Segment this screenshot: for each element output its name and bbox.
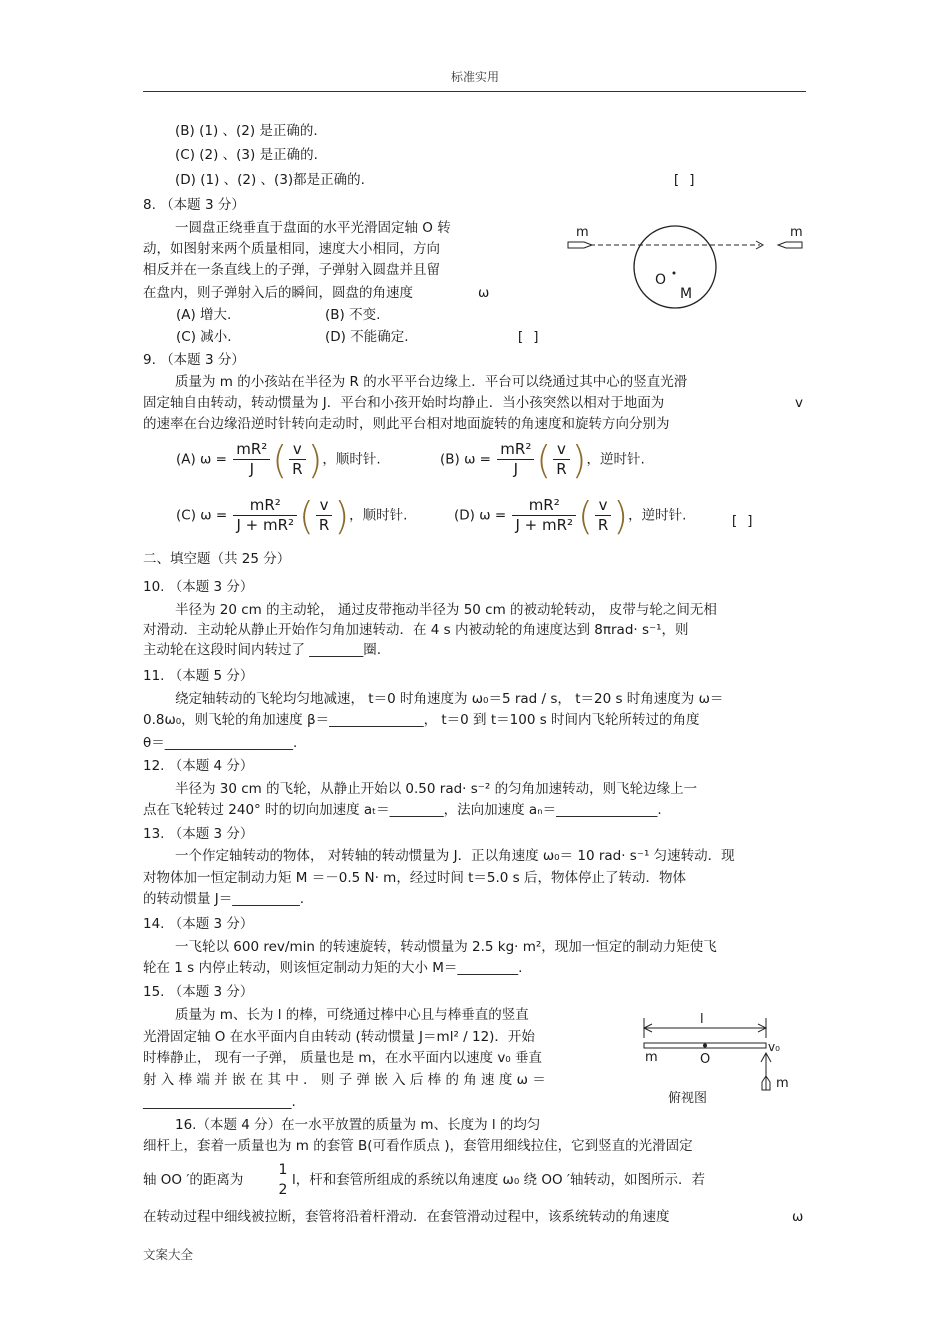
q16-fden: 2 <box>278 1182 288 1198</box>
q9-line-2-v: v <box>795 395 803 411</box>
q9-a-tail: ，顺时针. <box>322 451 381 468</box>
rod-center-dot <box>703 1044 707 1048</box>
right-bullet-icon <box>778 242 802 248</box>
q8-fig-m-left: m <box>576 225 589 240</box>
q9-title: 9. （本题 3 分） <box>143 352 245 368</box>
q9-d-vfrac: $\frac{v}{R}$ <box>595 496 611 535</box>
q8-option-a: (A) 增大. <box>176 307 232 323</box>
q8-line-3: 相反并在一条直线上的子弹，子弹射入圆盘并且留 <box>143 262 440 278</box>
q15-line-1: 质量为 m、长为 l 的棒，可绕通过棒中心且与棒垂直的竖直 <box>175 1007 529 1023</box>
q8-line-1: 一圆盘正绕垂直于盘面的水平光滑固定轴 O 转 <box>175 220 451 236</box>
q16-line-2: 细杆上，套着一质量也为 m 的套管 B(可看作质点 )，套管用细线拉住，它到竖直的光滑固定 <box>143 1138 693 1154</box>
q9-c-fraction: $\frac{\text{mR²}}{\text{J + mR²}}$ <box>233 496 297 535</box>
q7-option-d: (D) (1) 、(2) 、(3)都是正确的. <box>175 172 365 188</box>
q16-line-3a: 轴 OO ′的距离为 <box>143 1172 244 1188</box>
q9-a-vfrac: $\frac{v}{R}$ <box>289 440 305 479</box>
q7-option-b: (B) (1) 、(2) 是正确的. <box>175 123 318 139</box>
q9-option-c: (C) ω = $\frac{\text{mR²}}{\text{J + mR²}}$ ( $\frac{v}{R}$ )，顺时针. <box>176 493 408 538</box>
q9-b-tail: ，逆时针. <box>586 451 645 468</box>
q15-fig-caption: 俯视图 <box>668 1091 708 1106</box>
q8-fig-O: O <box>655 272 667 288</box>
q15-line-3: 时棒静止， 现有一子弹， 质量也是 m，在水平面内以速度 v₀ 垂直 <box>143 1050 543 1066</box>
q15-title: 15. （本题 3 分） <box>143 984 254 1000</box>
q9-c-vfrac: $\frac{v}{R}$ <box>316 496 332 535</box>
q14-line-2: 轮在 1 s 内停止转动，则该恒定制动力矩的大小 M＝_________. <box>143 960 523 976</box>
q9-b-fraction: $\frac{\text{mR²}}{J}$ <box>497 440 534 479</box>
q12-line-1: 半径为 30 cm 的飞轮，从静止开始以 0.50 rad· s⁻² 的匀角加速转动，则飞轮边缘上一 <box>175 781 698 797</box>
q14-title: 14. （本题 3 分） <box>143 916 254 932</box>
q10-line-3: 主动轮在这段时间内转过了 ________圈. <box>143 642 382 658</box>
q9-a-fraction <box>233 440 270 479</box>
q9-b-label: (B) ω = <box>440 451 491 468</box>
q9-a-num: mR² <box>233 440 270 460</box>
q11-line-2: 0.8ω₀，则飞轮的角加速度 β＝______________， t＝0 到 t＝100 s 时间内飞轮所转过的角度 <box>143 712 700 728</box>
q15-rod-figure <box>638 1012 788 1102</box>
q16-line-3b: l，杆和套管所组成的系统以角速度 ω₀ 绕 OO ′轴转动，如图所示．若 <box>292 1172 705 1188</box>
section-2-title: 二、填空题（共 25 分） <box>143 551 291 567</box>
center-dot <box>673 272 676 275</box>
q9-option-d: (D) ω = $\frac{\text{mR²}}{\text{J + mR²}}$ ( $\frac{v}{R}$ )，逆时针. <box>454 493 687 538</box>
q7-answer-bracket: [ ] <box>672 172 697 188</box>
q10-title: 10. （本题 3 分） <box>143 579 254 595</box>
q9-option-b: (B) ω = $\frac{\text{mR²}}{J}$ ( $\frac{v}{R}$ )，逆时针. <box>440 437 645 482</box>
q15-fig-m-left: m <box>645 1050 658 1065</box>
q15-fig-l: l <box>700 1012 704 1027</box>
q8-option-c: (C) 减小. <box>176 329 232 345</box>
q16-half-fraction <box>276 1160 290 1200</box>
q13-line-3: 的转动惯量 J＝__________. <box>143 891 305 907</box>
q10-line-2: 对滑动．主动轮从静止开始作匀角加速转动．在 4 s 内被动轮的角速度达到 8πrad· s⁻¹，则 <box>143 622 689 638</box>
q16-line-1: 16.（本题 4 分）在一水平放置的质量为 m、长度为 l 的均匀 <box>175 1117 541 1133</box>
left-bullet-icon <box>568 242 592 248</box>
q13-line-1: 一个作定轴转动的物体， 对转轴的转动惯量为 J．正以角速度 ω₀＝ 10 rad· s⁻¹ 匀速转动．现 <box>175 848 735 864</box>
page-footer: 文案大全 <box>143 1247 194 1262</box>
q8-title: 8. （本题 3 分） <box>143 197 245 213</box>
header-rule <box>143 91 806 92</box>
q11-title: 11. （本题 5 分） <box>143 668 254 684</box>
q12-line-2: 点在飞轮转过 240° 时的切向加速度 aₜ＝________，法向加速度 aₙ＝_______________. <box>143 802 662 818</box>
q15-fig-v0: v₀ <box>768 1040 780 1054</box>
q7-option-c: (C) (2) 、(3) 是正确的. <box>175 147 318 163</box>
q8-omega: ω <box>478 285 490 301</box>
q13-title: 13. （本题 3 分） <box>143 826 254 842</box>
q11-line-3: θ＝___________________. <box>143 735 298 751</box>
q15-line-4: 射 入 棒 端 并 嵌 在 其 中 ． 则 子 弹 嵌 入 后 棒 的 角 速 度 ω ＝ <box>143 1072 546 1088</box>
q14-line-1: 一飞轮以 600 rev/min 的转速旋转，转动惯量为 2.5 kg· m²，现加一恒定的制动力矩使飞 <box>175 939 717 955</box>
q8-fig-m-right: m <box>790 225 803 240</box>
q8-option-d: (D) 不能确定. <box>325 329 409 345</box>
q9-line-2: 固定轴自由转动，转动惯量为 J．平台和小孩开始时均静止．当小孩突然以相对于地面为 <box>143 395 665 411</box>
q9-c-label: (C) ω = <box>176 507 228 524</box>
q12-title: 12. （本题 4 分） <box>143 758 254 774</box>
q15-fig-O: O <box>700 1052 711 1067</box>
q16-omega: ω <box>792 1209 804 1225</box>
q9-a-label: (A) ω = <box>176 451 227 468</box>
q11-line-1: 绕定轴转动的飞轮均匀地减速， t＝0 时角速度为 ω₀＝5 rad / s， t＝20 s 时角速度为 ω＝ <box>175 691 724 707</box>
q16-line-4: 在转动过程中细线被拉断，套管将沿着杆滑动．在套管滑动过程中，该系统转动的角速度 <box>143 1209 670 1225</box>
page-header: 标准实用 <box>450 70 499 84</box>
q15-fig-m-bullet: m <box>776 1076 789 1091</box>
q9-line-3: 的速率在台边缘沿逆时针转向走动时，则此平台相对地面旋转的角速度和旋转方向分别为 <box>143 416 670 432</box>
q8-option-b: (B) 不变. <box>325 307 381 323</box>
q9-d-fraction: $\frac{\text{mR²}}{\text{J + mR²}}$ <box>512 496 576 535</box>
q15-line-5: ______________________. <box>143 1094 296 1110</box>
q9-answer-bracket: [ ] <box>730 513 755 529</box>
q8-line-2: 动，如图射来两个质量相同，速度大小相同，方向 <box>143 241 440 257</box>
q8-fig-M: M <box>680 286 693 302</box>
q9-b-vfrac: $\frac{v}{R}$ <box>553 440 569 479</box>
q9-a-den: J <box>249 460 255 478</box>
q8-answer-bracket: [ ] <box>516 329 541 345</box>
q9-option-a: (A) ω = $\frac{\text{mR²}}{J}$ ( $\frac{v}{R}$ )，顺时针. <box>176 437 381 482</box>
q15-line-2: 光滑固定轴 O 在水平面内自由转动 (转动惯量 J＝ml² / 12)．开始 <box>143 1029 535 1045</box>
q8-line-4: 在盘内，则子弹射入后的瞬间，圆盘的角速度 <box>143 285 413 301</box>
q9-line-1: 质量为 m 的小孩站在半径为 R 的水平平台边缘上．平台可以绕通过其中心的竖直光滑 <box>175 374 688 390</box>
q10-line-1: 半径为 20 cm 的主动轮， 通过皮带拖动半径为 50 cm 的被动轮转动， 皮带与轮之间无相 <box>175 602 717 618</box>
disk-circle <box>634 226 716 308</box>
q9-d-label: (D) ω = <box>454 507 507 524</box>
q9-d-tail: ，逆时针. <box>628 507 687 524</box>
q16-fnum: 1 <box>278 1162 288 1178</box>
q9-c-tail: ，顺时针. <box>349 507 408 524</box>
q13-line-2: 对物体加一恒定制动力矩 M ＝－0.5 N· m，经过时间 t＝5.0 s 后，物体停止了转动．物体 <box>143 870 686 886</box>
